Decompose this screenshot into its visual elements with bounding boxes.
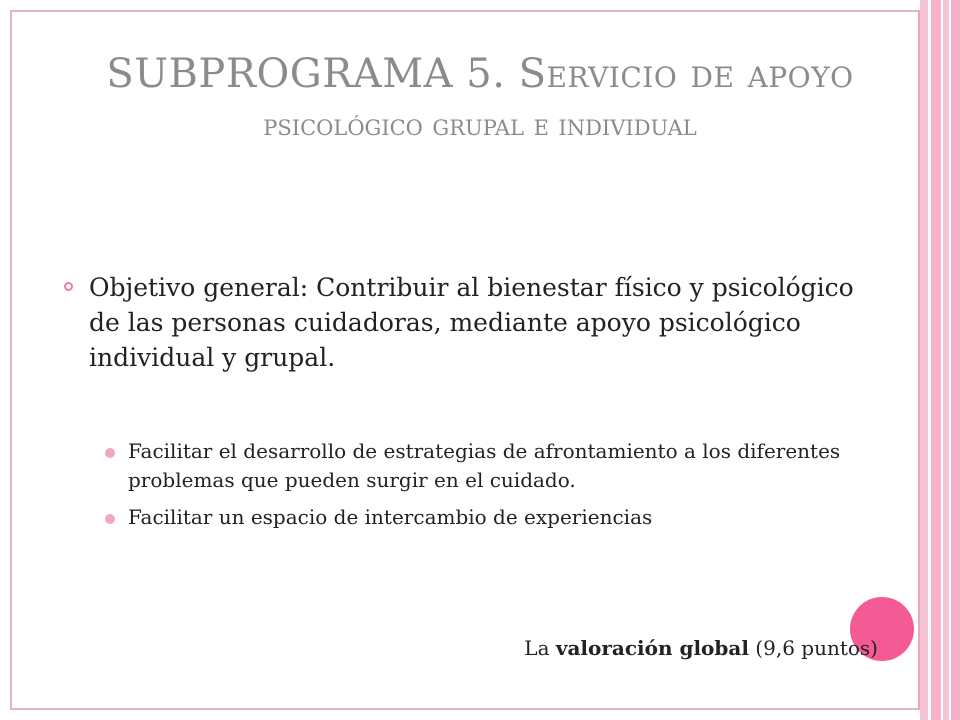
ring-bullet-icon — [64, 282, 73, 291]
footer-rating — [524, 636, 878, 660]
title-line-1 — [60, 48, 900, 100]
decorative-stripes — [920, 0, 960, 720]
frame-top-border — [10, 10, 918, 12]
sub-bullet-text: Facilitar un espacio de intercambio de experiencias — [128, 505, 653, 529]
sub-bullet-item — [100, 437, 890, 495]
main-bullet-text: Objetivo general: Contribuir al bienestar físico y psicológico de las personas cuidadoras, mediante apoyo psicológico individual y grupal. — [89, 273, 854, 372]
title-prefix: SUBPROGRAMA 5. — [106, 51, 519, 97]
stripe — [920, 0, 928, 720]
sub-bullet-item — [100, 503, 890, 532]
dot-bullet-icon — [105, 448, 115, 458]
footer-bold: valoración global — [555, 636, 749, 660]
frame-left-border — [10, 10, 12, 710]
title-smallcaps-1: Servicio de apoyo — [518, 51, 854, 97]
title-line-2: psicológico grupal e individual — [263, 108, 697, 143]
stripe — [951, 0, 960, 720]
main-bullet — [60, 270, 880, 375]
sub-bullet-list — [100, 437, 890, 540]
dot-bullet-icon — [105, 514, 115, 524]
stripe — [931, 0, 941, 720]
slide-title — [60, 48, 900, 152]
sub-bullet-text: Facilitar el desarrollo de estrategias de afrontamiento a los diferentes problemas que pueden surgir en el cuidado. — [128, 439, 841, 492]
frame-bottom-border — [10, 708, 918, 710]
footer-suffix: (9,6 puntos) — [748, 636, 878, 660]
footer-prefix: La — [524, 636, 556, 660]
